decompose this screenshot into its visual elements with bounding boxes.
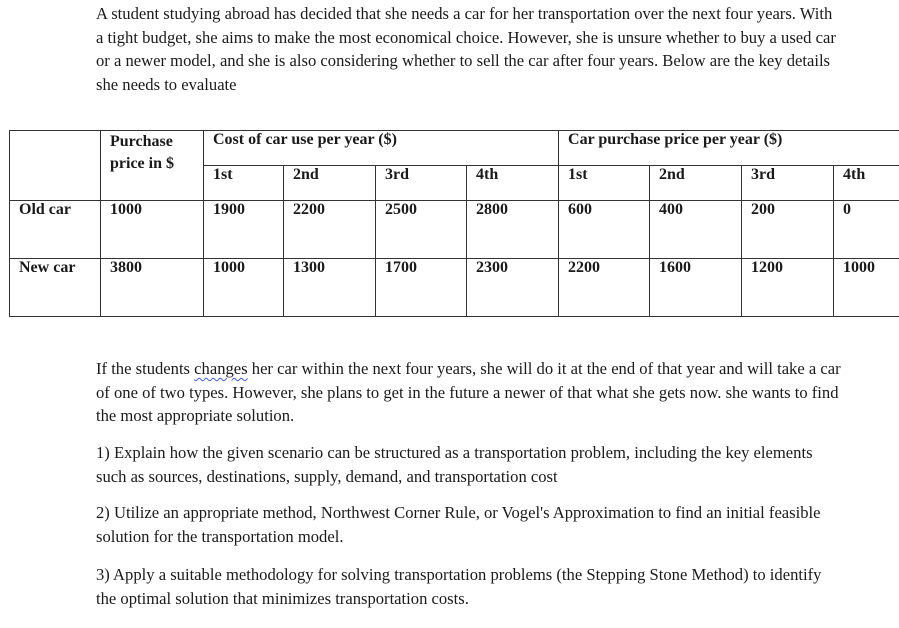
purchase-header-line2: price in $ — [110, 155, 174, 172]
resale-price-cell: 1200 — [742, 259, 834, 317]
resale-price-cell: 0 — [834, 201, 899, 259]
corner-cell — [10, 131, 101, 201]
row-label: Old car — [10, 201, 101, 259]
resale-price-cell: 600 — [559, 201, 650, 259]
misspelled-word: changes — [194, 359, 248, 378]
resale-price-cell: 400 — [650, 201, 742, 259]
use-cost-cell: 2500 — [376, 201, 467, 259]
resale-price-cell: 1000 — [834, 259, 899, 317]
scenario-text-start: If the students — [96, 359, 195, 378]
purchase-price-cell: 1000 — [101, 201, 204, 259]
scenario-text-rest: her car within the next four years, she will do it at the end of that year and will take a car of one of two types. However, she plans to get in the future a newer of that what she gets now. she wants to find the most appropriate solution. — [96, 359, 841, 425]
car-cost-table — [9, 130, 899, 317]
resale-year-1: 1st — [559, 166, 650, 201]
table-row-old-car — [10, 201, 899, 259]
table-header-row — [10, 131, 899, 166]
intro-paragraph: A student studying abroad has decided that she needs a car for her transportation over the next four years. With a tight budget, she aims to make the most economical choice. However, she is unsure whether to buy a used car or a newer model, and she is also considering whether to sell the car after four years. Below are the key details she needs to evaluate — [96, 4, 836, 94]
question-1: 1) Explain how the given scenario can be structured as a transportation problem, including the key elements such as sources, destinations, supply, demand, and transportation cost — [96, 443, 813, 486]
use-year-3: 3rd — [376, 166, 467, 201]
resale-price-cell: 200 — [742, 201, 834, 259]
resale-price-cell: 2200 — [559, 259, 650, 317]
use-cost-cell: 2200 — [284, 201, 376, 259]
use-cost-cell: 1700 — [376, 259, 467, 317]
question-3: 3) Apply a suitable methodology for solving transportation problems (the Stepping Stone Method) to identify the optimal solution that minimizes transportation costs. — [96, 565, 822, 608]
use-cost-cell: 2300 — [467, 259, 559, 317]
use-cost-cell: 1300 — [284, 259, 376, 317]
resale-price-cell: 1600 — [650, 259, 742, 317]
use-cost-cell: 1900 — [204, 201, 284, 259]
purchase-price-cell: 3800 — [101, 259, 204, 317]
use-year-1: 1st — [204, 166, 284, 201]
resale-year-3: 3rd — [742, 166, 834, 201]
use-cost-cell: 1000 — [204, 259, 284, 317]
resale-year-4: 4th — [834, 166, 899, 201]
purchase-price-group-header: Car purchase price per year ($) — [559, 131, 899, 166]
use-year-2: 2nd — [284, 166, 376, 201]
use-cost-group-header: Cost of car use per year ($) — [204, 131, 559, 166]
scenario-paragraph — [96, 357, 856, 428]
purchase-price-header — [101, 131, 204, 201]
table-row-new-car — [10, 259, 899, 317]
use-cost-cell: 2800 — [467, 201, 559, 259]
resale-year-2: 2nd — [650, 166, 742, 201]
purchase-header-line1: Purchase — [110, 133, 173, 150]
use-year-4: 4th — [467, 166, 559, 201]
row-label: New car — [10, 259, 101, 317]
question-2: 2) Utilize an appropriate method, Northwest Corner Rule, or Vogel's Approximation to find an initial feasible solution for the transportation model. — [96, 503, 821, 546]
